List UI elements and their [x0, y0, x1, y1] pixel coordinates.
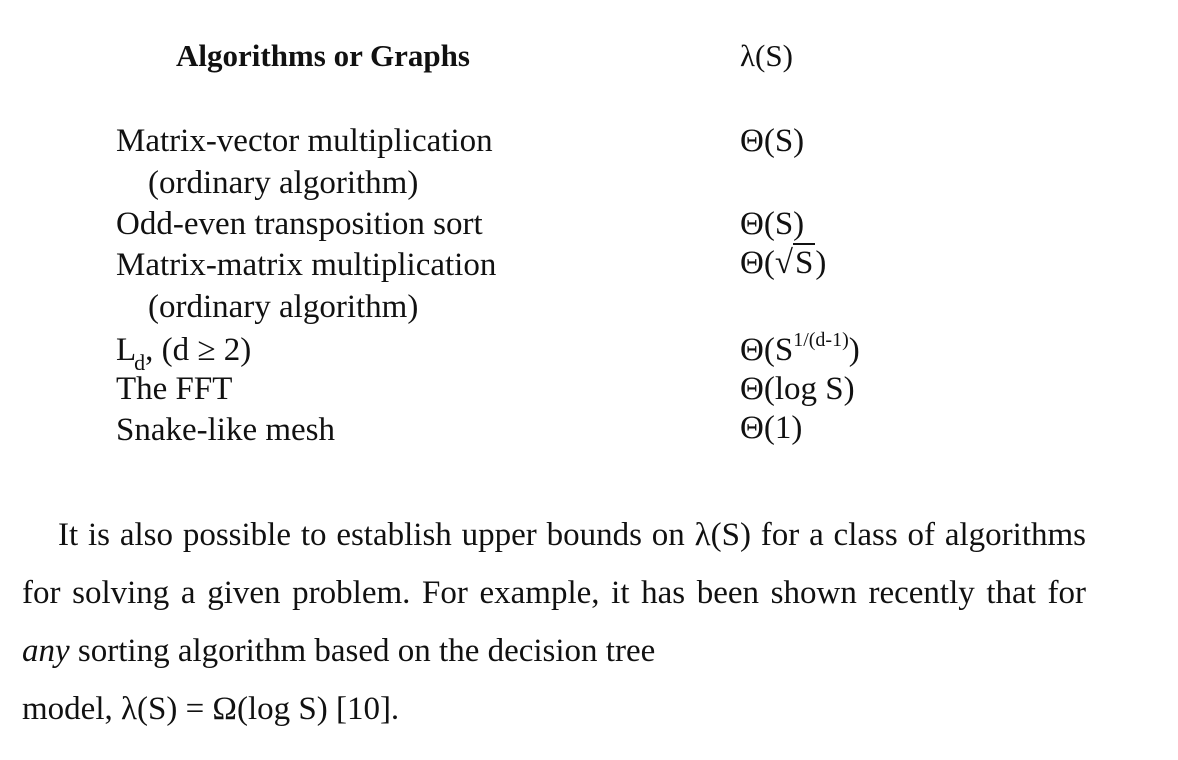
ld-main: L: [116, 332, 137, 368]
ld-value-suffix: ): [848, 332, 860, 368]
table-header-algorithms: Algorithms or Graphs: [176, 38, 470, 73]
row-value-odd-even: Θ(S): [740, 206, 805, 242]
paragraph-text-1: It is also possible to establish upper bounds on λ(S) for a class of algorithms for solving a given problem. For example, it has been shown recently that for: [22, 517, 1086, 611]
value-suffix: ): [815, 245, 827, 281]
row-name-snake-mesh: Snake-like mesh: [116, 412, 336, 448]
paragraph-emphasis: any: [22, 633, 70, 669]
row-name-matrix-matrix-note: (ordinary algorithm): [148, 289, 419, 325]
sqrt-radicand: S: [794, 245, 814, 281]
ld-value-prefix: Θ(S: [740, 332, 794, 368]
row-name-fft: The FFT: [116, 371, 233, 407]
table-header-lambda: λ(S): [740, 38, 793, 73]
ld-rest: , (d ≥ 2): [145, 332, 252, 368]
paragraph-last-line: model, λ(S) = Ω(log S) [10].: [22, 691, 400, 727]
ld-value-exponent: 1/(d-1): [793, 329, 849, 351]
row-value-snake-mesh: Θ(1): [740, 410, 803, 446]
body-paragraph: [22, 506, 1086, 738]
row-name-matrix-vector: Matrix-vector multiplication: [116, 123, 493, 159]
ld-subscript: d: [134, 350, 146, 375]
row-name-matrix-matrix: Matrix-matrix multiplication: [116, 247, 497, 283]
row-value-ld: [740, 330, 860, 374]
row-value-matrix-matrix: [740, 243, 826, 283]
sqrt-symbol: √S: [774, 245, 814, 281]
paragraph-text-2: sorting algorithm based on the decision tree: [69, 633, 656, 669]
row-value-fft: Θ(log S): [740, 371, 855, 407]
row-value-matrix-vector: Θ(S): [740, 123, 805, 159]
row-name-odd-even: Odd-even transposition sort: [116, 206, 483, 242]
value-prefix: Θ(: [740, 245, 775, 281]
row-name-matrix-vector-note: (ordinary algorithm): [148, 165, 419, 201]
row-name-ld: [116, 330, 251, 373]
